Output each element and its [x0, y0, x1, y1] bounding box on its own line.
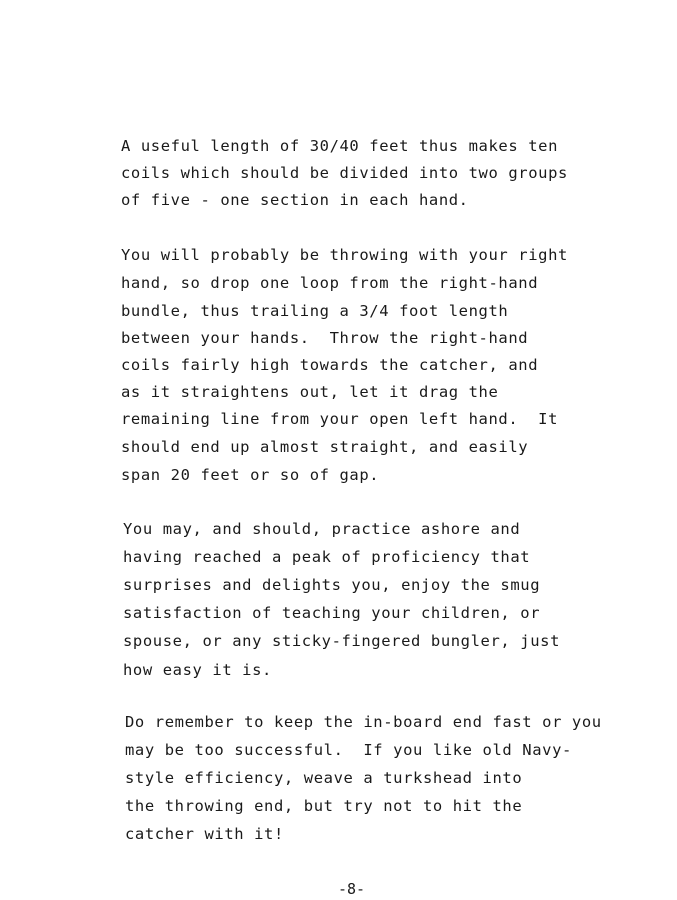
paragraph-line: coils fairly high towards the catcher, and	[121, 356, 539, 374]
paragraph-line: the throwing end, but try not to hit the	[125, 797, 523, 815]
paragraph-line: A useful length of 30/40 feet thus makes ten	[121, 137, 558, 155]
paragraph-line: spouse, or any sticky-fingered bungler, just	[123, 632, 560, 650]
paragraph-line: bundle, thus trailing a 3/4 foot length	[121, 302, 509, 320]
paragraph-line: of five - one section in each hand.	[121, 191, 469, 209]
paragraph-line: Do remember to keep the in-board end fast or you	[125, 713, 602, 731]
paragraph-line: as it straightens out, let it drag the	[121, 383, 499, 401]
paragraph-line: should end up almost straight, and easily	[121, 438, 529, 456]
paragraph-line: catcher with it!	[125, 825, 284, 843]
paragraph-line: remaining line from your open left hand. It	[121, 410, 558, 428]
paragraph-line: how easy it is.	[123, 661, 272, 679]
paragraph-line: surprises and delights you, enjoy the smug	[123, 576, 541, 594]
paragraph-line: span 20 feet or so of gap.	[121, 466, 380, 484]
paragraph-line: between your hands. Throw the right-hand	[121, 329, 529, 347]
paragraph-line: You will probably be throwing with your right	[121, 246, 568, 264]
paragraph-line: style efficiency, weave a turkshead into	[125, 769, 523, 787]
paragraph-line: having reached a peak of proficiency that	[123, 548, 531, 566]
paragraph-line: coils which should be divided into two groups	[121, 164, 568, 182]
page-number: -8-	[338, 880, 366, 898]
paragraph-line: satisfaction of teaching your children, or	[123, 604, 541, 622]
paragraph-line: You may, and should, practice ashore and	[123, 520, 521, 538]
paragraph-line: hand, so drop one loop from the right-hand	[121, 274, 539, 292]
paragraph-line: may be too successful. If you like old Navy-	[125, 741, 572, 759]
